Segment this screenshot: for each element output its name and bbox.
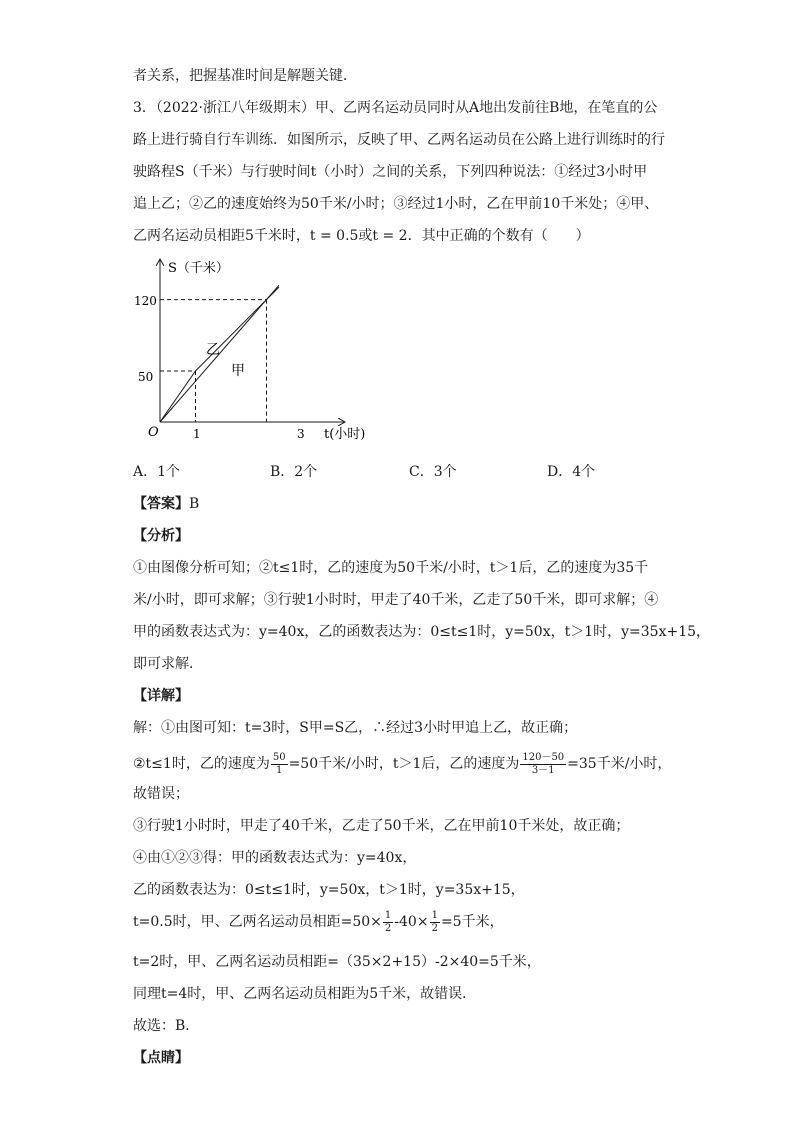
y-axis-label: S（千米） bbox=[168, 261, 229, 276]
option-b: B．2个 bbox=[270, 464, 318, 480]
detail-line-7-a: t=0.5时，甲、乙两名运动员相距=50× bbox=[133, 914, 382, 930]
question-line-5: 乙两名运动员相距5千米时，t = 0.5或t = 2．其中正确的个数有（ ） bbox=[133, 228, 590, 244]
detail-line-1: 解：①由图可知：t=3时，S甲=S乙，∴经过3小时甲追上乙，故正确； bbox=[133, 720, 578, 736]
distance-time-graph bbox=[130, 258, 390, 448]
fraction-denominator: 2 bbox=[384, 922, 392, 934]
fraction-denominator: 3－1 bbox=[531, 764, 555, 776]
detail-line-5: ④由①②③得：甲的函数表达式为：y=40x， bbox=[133, 850, 417, 866]
analysis-line-2: 米/小时，即可求解；③行驶1小时时，甲走了40千米，乙走了50千米，即可求解；④ bbox=[133, 592, 659, 608]
detail-line-7-c: =5千米， bbox=[440, 914, 504, 930]
fraction-numerator: 50 bbox=[272, 751, 286, 763]
comment-tag: 【点睛】 bbox=[133, 1050, 189, 1066]
detail-line-8: t=2时，甲、乙两名运动员相距=（35×2+15）-2×40=5千米， bbox=[133, 954, 541, 970]
fraction-numerator: 1 bbox=[431, 909, 438, 921]
detail-line-2 bbox=[133, 750, 671, 778]
analysis-line-4: 即可求解． bbox=[133, 656, 203, 672]
series-label-jia: 甲 bbox=[231, 363, 245, 379]
detail-tag: 【详解】 bbox=[133, 688, 189, 704]
intro-line: 者关系，把握基准时间是解题关键． bbox=[133, 68, 357, 84]
question-line-3: 驶路程S（千米）与行驶时间t（小时）之间的关系，下列四种说法：①经过3小时甲 bbox=[133, 164, 648, 180]
fraction-numerator: 120－50 bbox=[522, 751, 565, 763]
detail-line-6: 乙的函数表达为：0≤t≤1时，y=50x，t＞1时，y=35x+15， bbox=[133, 882, 525, 898]
option-d: D．4个 bbox=[547, 464, 596, 480]
detail-line-2-c: =35千米/小时， bbox=[567, 756, 672, 772]
detail-line-7-b: -40× bbox=[394, 914, 429, 930]
fraction-half bbox=[430, 910, 440, 935]
analysis-line-1: ①由图像分析可知；②t≤1时，乙的速度为50千米/小时，t＞1后，乙的速度为35千 bbox=[133, 560, 649, 576]
detail-line-10: 故选：B． bbox=[133, 1018, 200, 1034]
x-tick-1: 1 bbox=[193, 427, 201, 441]
y-tick-120: 120 bbox=[134, 294, 157, 308]
detail-line-4: ③行驶1小时时，甲走了40千米，乙走了50千米，乙在甲前10千米处，故正确； bbox=[133, 818, 630, 834]
fraction-numerator: 1 bbox=[384, 909, 392, 921]
question-line-1: 3．（2022·浙江八年级期末）甲、乙两名运动员同时从A地出发前往B地，在笔直的公 bbox=[133, 100, 658, 116]
detail-line-2-a: ②t≤1时，乙的速度为 bbox=[133, 756, 270, 772]
question-line-2: 路上进行骑自行车训练．如图所示，反映了甲、乙两名运动员在公路上进行训练时的行 bbox=[133, 132, 665, 148]
detail-line-7 bbox=[133, 908, 504, 936]
detail-line-9: 同理t=4时，甲、乙两名运动员相距为5千米，故错误． bbox=[133, 986, 477, 1002]
analysis-tag: 【分析】 bbox=[133, 528, 189, 544]
question-line-4: 追上乙；②乙的速度始终为50千米/小时；③经过1小时，乙在甲前10千米处；④甲、 bbox=[133, 196, 659, 212]
detail-line-2-b: =50千米/小时，t＞1后，乙的速度为 bbox=[288, 756, 520, 772]
origin-label: O bbox=[148, 425, 159, 440]
option-c: C．3个 bbox=[409, 464, 457, 480]
fraction-denominator: 2 bbox=[431, 922, 438, 934]
fraction-half bbox=[383, 910, 393, 935]
x-axis-label: t(小时) bbox=[324, 427, 366, 442]
answer-tag: 【答案】 bbox=[133, 496, 189, 512]
fraction-50-over-1 bbox=[271, 752, 288, 777]
answer-line bbox=[133, 494, 199, 514]
x-tick-3: 3 bbox=[297, 427, 305, 441]
analysis-line-3: 甲的函数表达式为：y=40x，乙的函数表达为：0≤t≤1时，y=50x，t＞1时，y=35x+15， bbox=[133, 624, 711, 640]
series-label-yi: 乙 bbox=[206, 342, 220, 358]
option-a: A．1个 bbox=[133, 464, 181, 480]
answer-value: B bbox=[189, 496, 200, 512]
fraction-denominator: 1 bbox=[276, 764, 283, 776]
fraction-speed bbox=[520, 752, 566, 777]
y-tick-50: 50 bbox=[138, 370, 154, 384]
detail-line-3: 故错误； bbox=[133, 786, 189, 802]
